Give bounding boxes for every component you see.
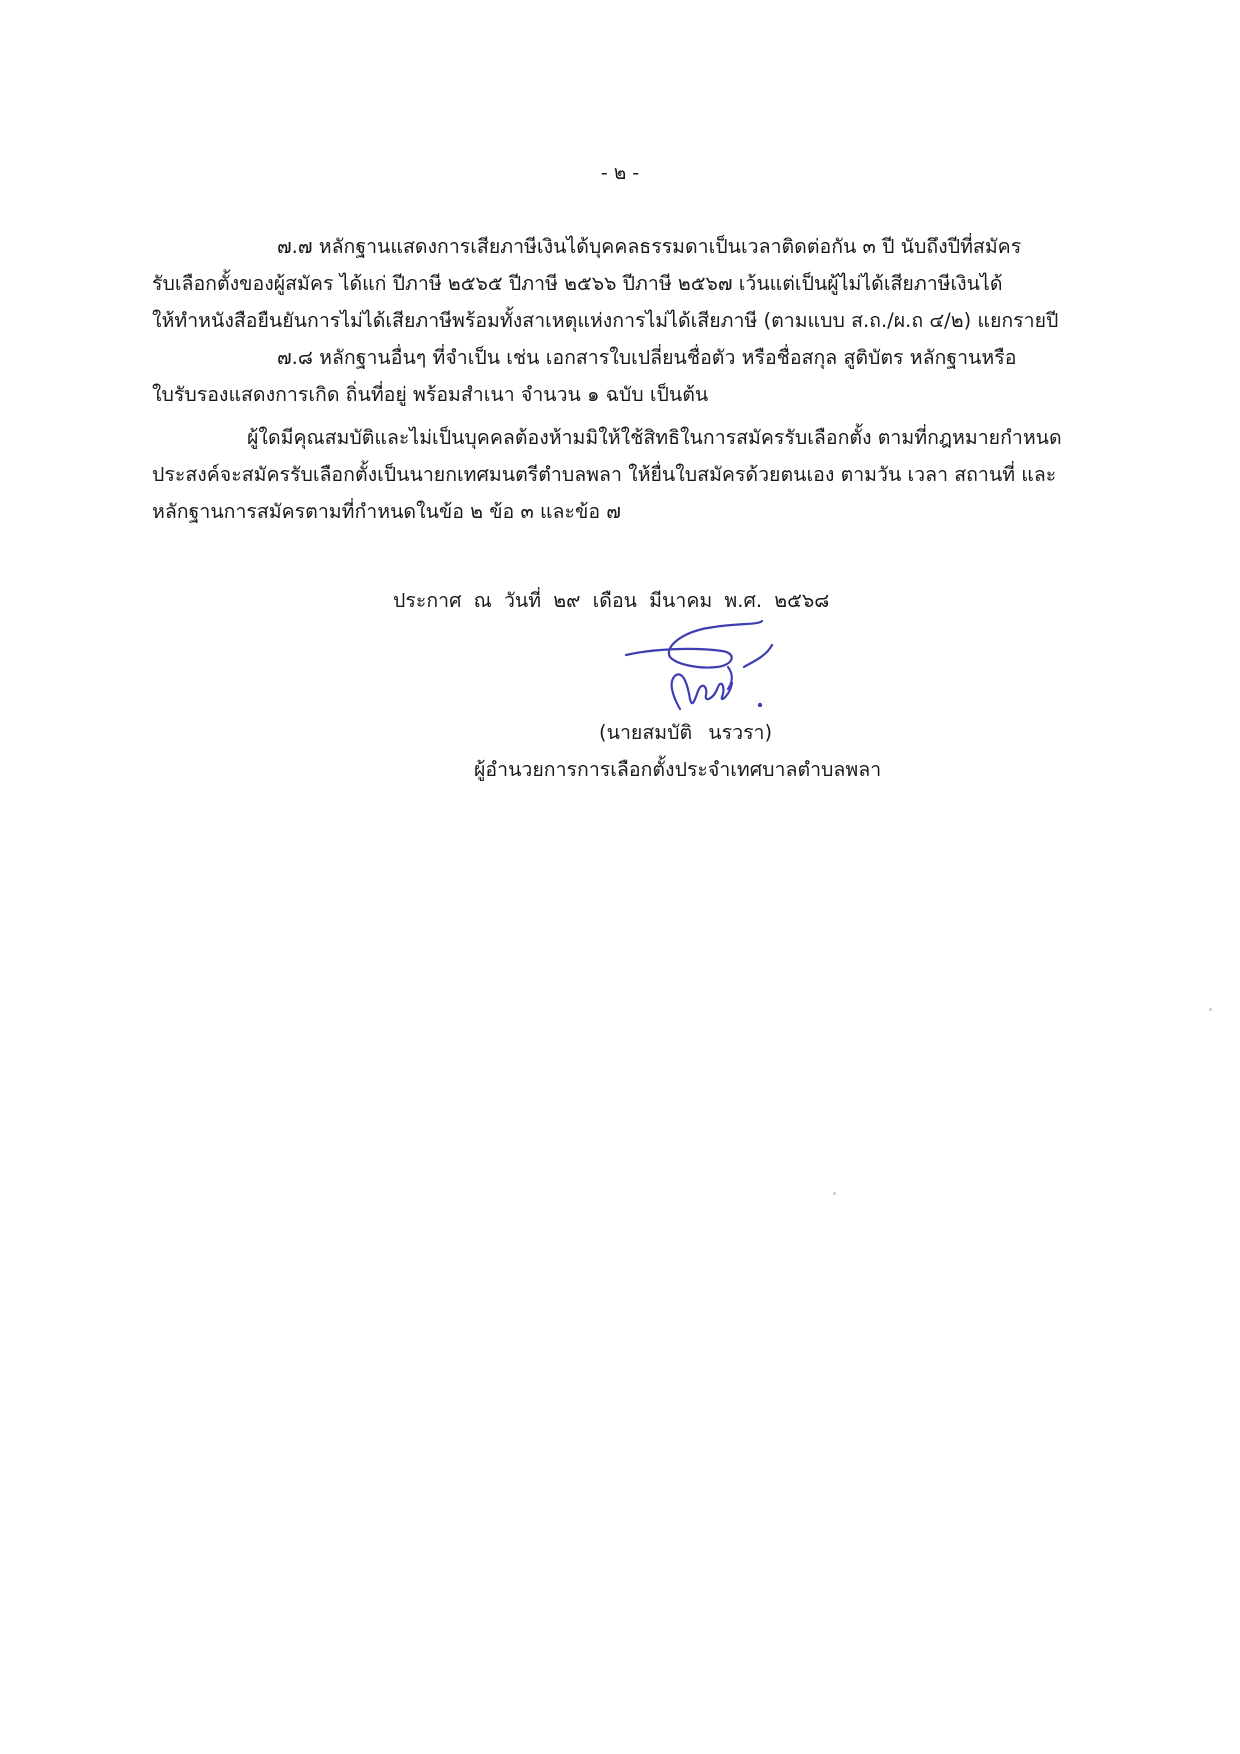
- page-number: - ๒ -: [600, 162, 640, 184]
- item-7-8-paragraph: [152, 339, 1137, 413]
- signature-image: [622, 617, 782, 717]
- item-7-7-line-2: รับเลือกตั้งของผู้สมัคร ได้แก่ ปีภาษี ๒๕๖๕ ปีภาษี ๒๕๖๖ ปีภาษี ๒๕๖๗ เว้นแต่เป็นผู้ไม่ได้เสียภาษีเงินได้: [152, 272, 1003, 295]
- closing-paragraph: [152, 419, 1137, 530]
- closing-line-3: หลักฐานการสมัครตามที่กำหนดในข้อ ๒ ข้อ ๓ และข้อ ๗: [152, 500, 621, 523]
- closing-line-2: ประสงค์จะสมัครรับเลือกตั้งเป็นนายกเทศมนตรีตำบลพลา ให้ยื่นใบสมัครด้วยตนเอง ตามวัน เวลา สถานที่ และ: [152, 463, 1057, 486]
- item-7-7-paragraph: [152, 228, 1137, 339]
- signer-title: ผู้อำนวยการการเลือกตั้งประจำเทศบาลตำบลพลา: [474, 758, 882, 781]
- item-7-7-line-1: ๗.๗ หลักฐานแสดงการเสียภาษีเงินได้บุคคลธรรมดาเป็นเวลาติดต่อกัน ๓ ปี นับถึงปีที่สมัคร: [277, 235, 1022, 258]
- signer-name: (นายสมบัติ นรวรา): [599, 721, 773, 744]
- closing-line-1: ผู้ใดมีคุณสมบัติและไม่เป็นบุคคลต้องห้ามมิให้ใช้สิทธิในการสมัครรับเลือกตั้ง ตามที่กฎหมายกำหนด: [247, 426, 1062, 449]
- scan-speck: [1209, 1008, 1212, 1011]
- announcement-date: ประกาศ ณ วันที่ ๒๙ เดือน มีนาคม พ.ศ. ๒๕๖๘: [393, 589, 830, 612]
- scan-speck: [833, 1192, 836, 1195]
- item-7-8-line-2: ใบรับรองแสดงการเกิด ถิ่นที่อยู่ พร้อมสำเนา จำนวน ๑ ฉบับ เป็นต้น: [152, 383, 709, 406]
- item-7-8-line-1: ๗.๘ หลักฐานอื่นๆ ที่จำเป็น เช่น เอกสารใบเปลี่ยนชื่อตัว หรือชื่อสกุล สูติบัตร หลักฐานหรือ: [277, 346, 1017, 369]
- item-7-7-line-3: ให้ทำหนังสือยืนยันการไม่ได้เสียภาษีพร้อมทั้งสาเหตุแห่งการไม่ได้เสียภาษี (ตามแบบ ส.ถ./ผ.ถ ๔/๒) แยกรายปี: [152, 309, 1059, 332]
